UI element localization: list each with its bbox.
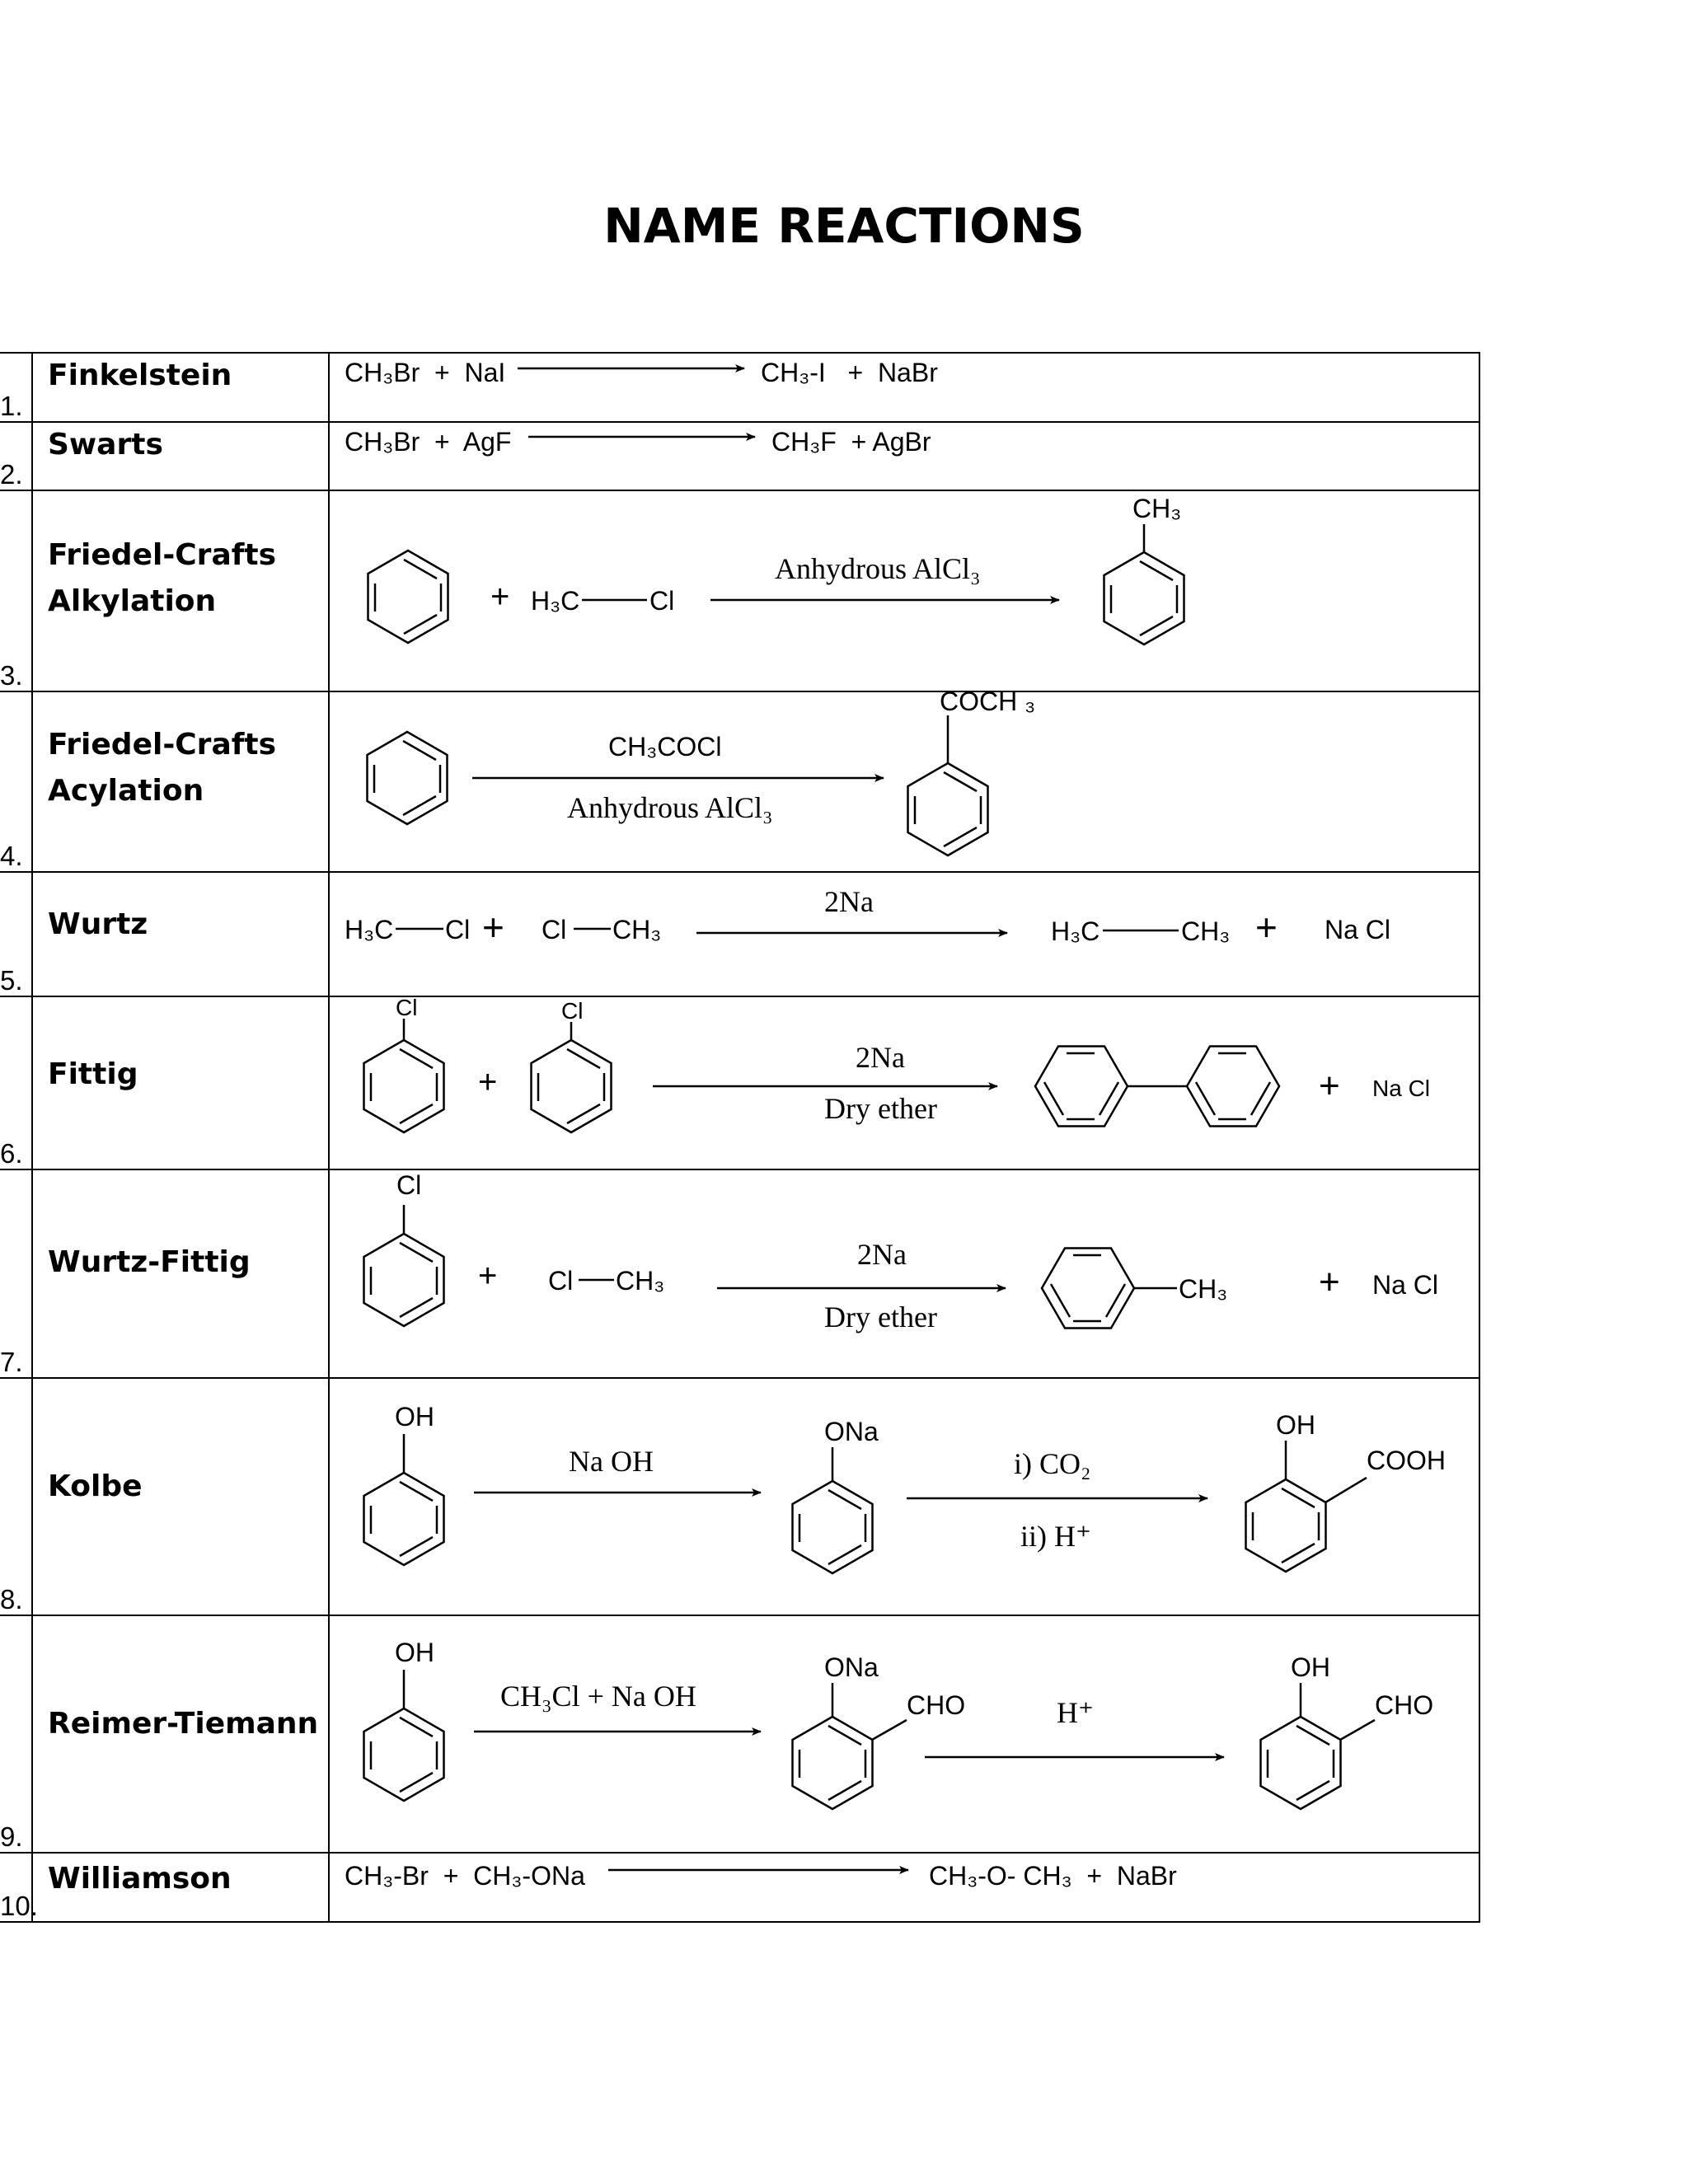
reaction-condition: Dry ether bbox=[824, 1301, 937, 1333]
reaction-name: Fittig bbox=[48, 1057, 138, 1091]
reactants: CH₃-Br + CH₃-ONa bbox=[345, 1861, 585, 1891]
products: CH₃F + AgBr bbox=[771, 427, 931, 457]
chlorine-atom: Cl bbox=[445, 915, 471, 944]
reactant-methyl: CH₃ bbox=[612, 915, 662, 944]
toluene-ring bbox=[1104, 552, 1184, 644]
methyl-substituent: CH₃ bbox=[1179, 1274, 1228, 1304]
plus-sign: + bbox=[478, 1258, 498, 1294]
row-number: 3. bbox=[0, 660, 23, 691]
row-number: 2. bbox=[0, 459, 23, 490]
row-number: 6. bbox=[0, 1138, 23, 1169]
reagent: 2Na bbox=[856, 1041, 905, 1074]
row-number: 7. bbox=[0, 1347, 23, 1377]
reaction-step: i) CO₂ bbox=[1014, 1447, 1091, 1480]
reaction-name-line: Friedel-Crafts bbox=[48, 538, 277, 572]
acetyl-substituent: COCH ₃ bbox=[940, 687, 1036, 716]
row-number: 5. bbox=[0, 965, 23, 996]
bond-line bbox=[1340, 1720, 1375, 1740]
reagent: CH₃COCl bbox=[608, 732, 722, 762]
bond-line bbox=[872, 1720, 907, 1740]
reaction-name-line: Alkylation bbox=[48, 584, 217, 618]
hydroxyl-group: OH bbox=[395, 1638, 434, 1667]
toluene-ring bbox=[1042, 1249, 1134, 1329]
chlorine-atom: Cl bbox=[561, 998, 584, 1024]
reaction-step: ii) H⁺ bbox=[1020, 1520, 1091, 1553]
product-methyl: CH₃ bbox=[1181, 916, 1231, 946]
reaction-name-line: Friedel-Crafts bbox=[48, 728, 277, 762]
products: CH₃-I + NaBr bbox=[761, 358, 938, 387]
methyl-substituent: CH₃ bbox=[1132, 494, 1182, 523]
hydroxyl-group: OH bbox=[1276, 1410, 1315, 1440]
reaction-condition: Dry ether bbox=[824, 1092, 937, 1125]
chlorobenzene-ring bbox=[532, 1040, 612, 1132]
reactants: CH₃Br + NaI bbox=[345, 358, 506, 387]
benzene-ring bbox=[368, 732, 448, 824]
reaction-name: Wurtz bbox=[48, 907, 148, 941]
aldehyde-group: CHO bbox=[1375, 1690, 1434, 1720]
row-number: 1. bbox=[0, 391, 23, 421]
reaction-name: Kolbe bbox=[48, 1469, 143, 1503]
reaction-name: Williamson bbox=[48, 1862, 232, 1896]
reaction-name: Reimer-Tiemann bbox=[48, 1707, 319, 1741]
reaction-condition: Anhydrous AlCl₃ bbox=[775, 552, 981, 585]
plus-sign: + bbox=[490, 579, 510, 615]
phenol-ring bbox=[364, 1473, 444, 1565]
reagent: 2Na bbox=[824, 885, 874, 918]
salicylic-acid-ring bbox=[1246, 1479, 1326, 1572]
methyl-group: H₃C bbox=[531, 586, 580, 616]
phenol-ring bbox=[364, 1708, 444, 1801]
chlorine-atom: Cl bbox=[396, 1170, 422, 1200]
products: CH₃-O- CH₃ + NaBr bbox=[929, 1861, 1177, 1891]
byproduct: Na Cl bbox=[1372, 1076, 1431, 1101]
phenoxide-ring bbox=[793, 1481, 873, 1573]
bond-line bbox=[1325, 1478, 1367, 1502]
chlorobenzene-ring bbox=[364, 1234, 444, 1326]
phenoxide-group: ONa bbox=[824, 1652, 879, 1682]
reactant-methyl: H₃C bbox=[345, 915, 394, 944]
page-title: NAME REACTIONS bbox=[603, 198, 1085, 254]
reaction-condition: Anhydrous AlCl₃ bbox=[567, 791, 773, 824]
benzene-ring bbox=[368, 551, 448, 643]
plus-sign: + bbox=[478, 1064, 498, 1100]
reactant-methyl: CH₃ bbox=[616, 1266, 665, 1296]
reaction-name-line: Acylation bbox=[48, 774, 204, 808]
aldehyde-group: CHO bbox=[907, 1690, 966, 1720]
product-methyl: H₃C bbox=[1051, 916, 1100, 946]
reaction-name: Swarts bbox=[48, 428, 163, 462]
plus-sign: + bbox=[482, 906, 504, 949]
reagent: Na OH bbox=[569, 1445, 654, 1478]
chlorine-atom: Cl bbox=[548, 1266, 574, 1296]
hydroxyl-group: OH bbox=[395, 1402, 434, 1432]
reagent: H⁺ bbox=[1057, 1696, 1094, 1729]
reagent: 2Na bbox=[857, 1238, 907, 1271]
chlorine-atom: Cl bbox=[396, 995, 418, 1020]
reaction-name: Wurtz-Fittig bbox=[48, 1245, 251, 1279]
row-number: 10. bbox=[0, 1891, 38, 1921]
row-number: 8. bbox=[0, 1584, 23, 1615]
hydroxyl-group: OH bbox=[1291, 1652, 1330, 1682]
carboxyl-group: COOH bbox=[1367, 1446, 1446, 1475]
plus-sign: + bbox=[1319, 1262, 1340, 1302]
plus-sign: + bbox=[1319, 1066, 1340, 1106]
phenoxide-ring bbox=[793, 1717, 873, 1809]
reactants: CH₃Br + AgF bbox=[345, 427, 512, 457]
chlorine-atom: Cl bbox=[542, 915, 567, 944]
byproduct: Na Cl bbox=[1325, 915, 1391, 944]
chlorobenzene-ring bbox=[364, 1040, 444, 1132]
row-number: 9. bbox=[0, 1821, 23, 1852]
plus-sign: + bbox=[1255, 906, 1278, 949]
acetophenone-ring bbox=[908, 763, 988, 855]
salicylaldehyde-ring bbox=[1261, 1717, 1341, 1809]
byproduct: Na Cl bbox=[1372, 1270, 1439, 1300]
phenoxide-group: ONa bbox=[824, 1417, 879, 1446]
chlorine-atom: Cl bbox=[649, 586, 675, 616]
row-number: 4. bbox=[0, 841, 23, 871]
reagent: CH₃Cl + Na OH bbox=[500, 1680, 696, 1713]
biphenyl bbox=[1035, 1047, 1279, 1127]
reaction-name: Finkelstein bbox=[48, 359, 232, 392]
